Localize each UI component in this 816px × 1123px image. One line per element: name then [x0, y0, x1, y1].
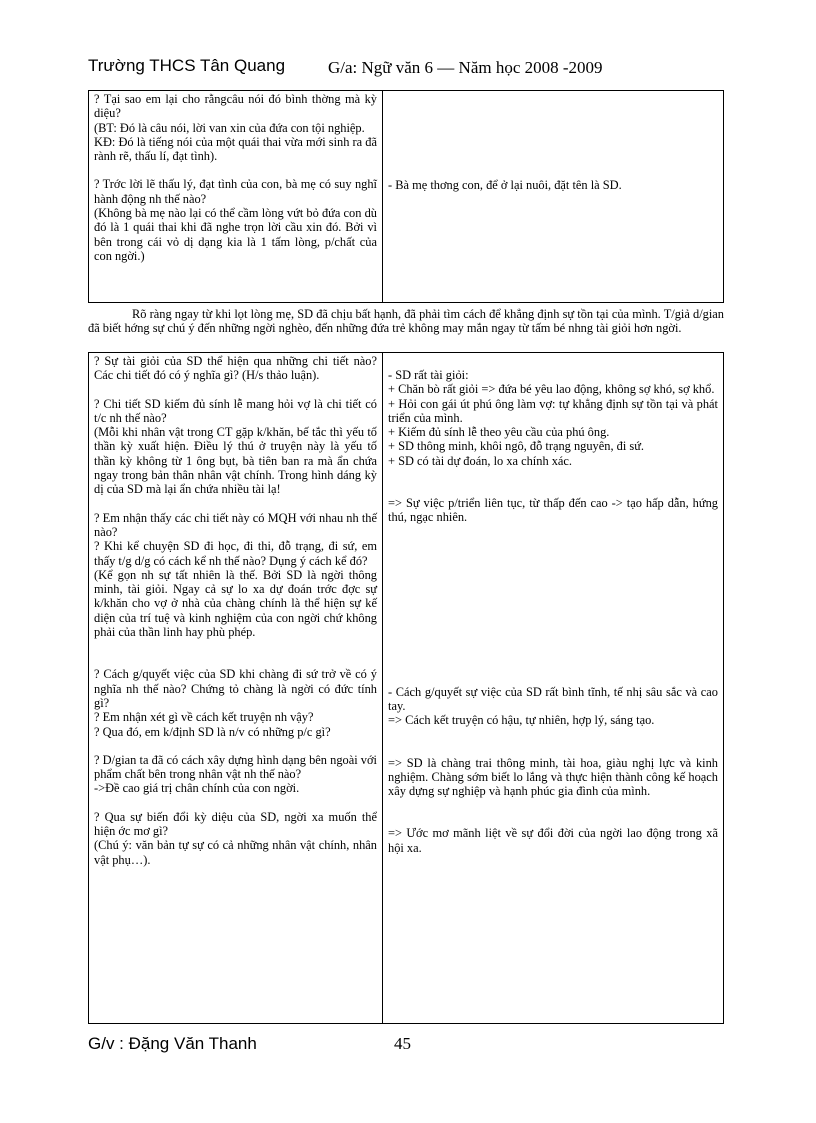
page-footer: [88, 1034, 748, 1060]
answer-text: + SD có tài dự đoán, lo xa chính xác.: [388, 453, 573, 468]
spacer: [94, 383, 377, 397]
summary-paragraph: Rõ ràng ngay từ khi lọt lòng mẹ, SD đã chịu bất hạnh, đã phải tìm cách để khẳng định sự tồn tại của mình. T/giả d/gian đã biết hớng sự chú ý đến những ngời nghèo, đến những đứa trẻ không may mắn ngay từ tấm bé nhng tài giỏi hơn ngời.: [88, 307, 724, 336]
conclusion-text: => Cách kết truyện có hậu, tự nhiên, hợp lý, sáng tạo.: [388, 713, 655, 728]
table-row: [89, 91, 724, 303]
spacer: [94, 639, 377, 667]
conclusion-text: => Sự việc p/triển liên tục, từ thấp đến cao -> tạo hấp dẫn, hứng thú, ngạc nhiên.: [388, 496, 718, 525]
question-text: ? Qua đó, em k/định SD là n/v có những p/c gì?: [94, 724, 331, 739]
spacer: [388, 798, 718, 826]
answer-text: - Bà mẹ thơng con, để ở lại nuôi, đặt tên là SD.: [388, 178, 622, 192]
answer-text: + SD thông minh, khôi ngô, đỗ trạng nguyên, đi sứ.: [388, 439, 645, 454]
question-text: ? Tại sao em lại cho rằngcâu nói đó bình thờng mà kỳ diệu?: [94, 92, 377, 121]
page-number: 45: [394, 1034, 411, 1053]
answer-cell: [383, 91, 724, 303]
spacer: [388, 354, 718, 368]
note-text: (BT: Đó là câu nói, lời van xin của đứa con tội nghiệp.: [94, 120, 365, 135]
note-text: (Không bà mẹ nào lại có thể cầm lòng vứt bỏ đứa con dù đó là 1 quái thai khi đã nghe trọn lời cầu xin đó. Bởi vì bên trong cái vỏ dị dạng kia là 1 tấm lòng, p/chất của con ngời.): [94, 206, 377, 263]
question-text: ? Sự tài giỏi của SD thể hiện qua những chi tiết nào? Các chi tiết đó có ý nghĩa gì? (H/s thảo luận).: [94, 354, 377, 383]
note-text: ->Đề cao giá trị chân chính của con ngời.: [94, 781, 300, 796]
spacer: [388, 92, 718, 178]
spacer: [388, 525, 718, 685]
question-cell: [89, 91, 383, 303]
course-info: G/a: Ngữ văn 6 — Năm học 2008 -2009: [328, 58, 603, 77]
answer-text: + Kiếm đủ sính lễ theo yêu cầu của phú ông.: [388, 425, 610, 440]
spacer: [94, 497, 377, 511]
spacer: [388, 728, 718, 756]
answer-cell: [383, 353, 724, 1024]
question-cell: [89, 353, 383, 1024]
spacer: [94, 739, 377, 753]
note-text: (Chú ý: văn bản tự sự có cả những nhân vật chính, nhân vật phụ…).: [94, 838, 377, 867]
spacer: [94, 796, 377, 810]
note-text: KĐ: Đó là tiếng nói của một quái thai vừa mới sinh ra đã rành rẽ, thấu lí, đạt tình).: [94, 134, 377, 164]
question-text: ? Qua sự biến đổi kỳ diệu của SD, ngời xa muốn thể hiện ớc mơ gì?: [94, 809, 377, 839]
table-row: [89, 353, 724, 1024]
school-name: Trường THCS Tân Quang: [88, 56, 286, 75]
spacer: [94, 163, 377, 177]
question-text: ? Khi kể chuyện SD đi học, đi thi, đỗ trạng, đi sứ, em thấy t/g d/g có cách kể nh thế nào? Dụng ý cách kể đó?: [94, 539, 377, 568]
answer-text: - Cách g/quyết sự việc của SD rất bình tĩnh, tế nhị sâu sắc và cao tay.: [388, 684, 718, 713]
page-header: [88, 52, 748, 80]
lesson-table-2: [88, 352, 724, 1024]
spacer: [388, 468, 718, 496]
question-text: ? Trớc lời lẽ thấu lý, đạt tình của con, bà mẹ có suy nghĩ hành động nh thế nào?: [94, 177, 377, 206]
answer-text: + Hỏi con gái út phú ông làm vợ: tự khẳng định sự tồn tại và phát triển của mình.: [388, 396, 718, 425]
conclusion-text: => SD là chàng trai thông minh, tài hoa, giàu nghị lực và kinh nghiệm. Chàng sớm biết lo lắng và thực hiện thành công kế hoạch xây dựng sự nghiệp và hạnh phúc gia đình của mình.: [388, 755, 718, 799]
question-text: ? Chi tiết SD kiếm đủ sính lễ mang hỏi vợ là chi tiết có t/c nh thế nào?: [94, 396, 377, 425]
question-text: ? Em nhận thấy các chi tiết này có MQH với nhau nh thế nào?: [94, 510, 377, 539]
answer-text: + Chăn bò rất giỏi => đứa bé yêu lao động, không sợ khó, sợ khổ.: [388, 382, 715, 397]
question-text: ? Em nhận xét gì về cách kết truyện nh vậy?: [94, 710, 314, 725]
question-text: ? D/gian ta đã có cách xây dựng hình dạng bên ngoài với phẩm chất bên trong nhân vật nh thế nào?: [94, 752, 377, 782]
answer-text: - SD rất tài giỏi:: [388, 368, 469, 382]
conclusion-text: => Ước mơ mãnh liệt về sự đổi đời của ngời lao động trong xã hội xa.: [388, 826, 718, 855]
note-text: (Mỗi khi nhân vật trong CT gặp k/khăn, bế tắc thì yếu tố thần kỳ xuất hiện. Điều lý thú ở truyện này là yếu tố thần kỳ không từ 1 ông bụt, bà tiên ban ra mà ẩn chứa ngay trong bản thân nhân vật chính. Trong hình dáng kỳ dị của SD mà lại ẩn chứa nhiều tài lạ!: [94, 425, 377, 497]
teacher-name: G/v : Đặng Văn Thanh: [88, 1034, 257, 1053]
note-text: (Kể gọn nh sự tất nhiên là thế. Bởi SD là ngời thông minh, tài giỏi. Ngay cả sự lo xa dự đoán trớc đợc sự k/khăn cho vợ ở nhà của chàng chính là thể hiện sự kế diện của trí tuệ và kinh nghiệm của con ngời chứ không phải của thần linh hay phù phép.: [94, 567, 377, 640]
lesson-table-1: [88, 90, 724, 303]
question-text: ? Cách g/quyết việc của SD khi chàng đi sứ trở về có ý nghĩa nh thế nào? Chứng tỏ chàng là ngời có đức tính gì?: [94, 667, 377, 710]
